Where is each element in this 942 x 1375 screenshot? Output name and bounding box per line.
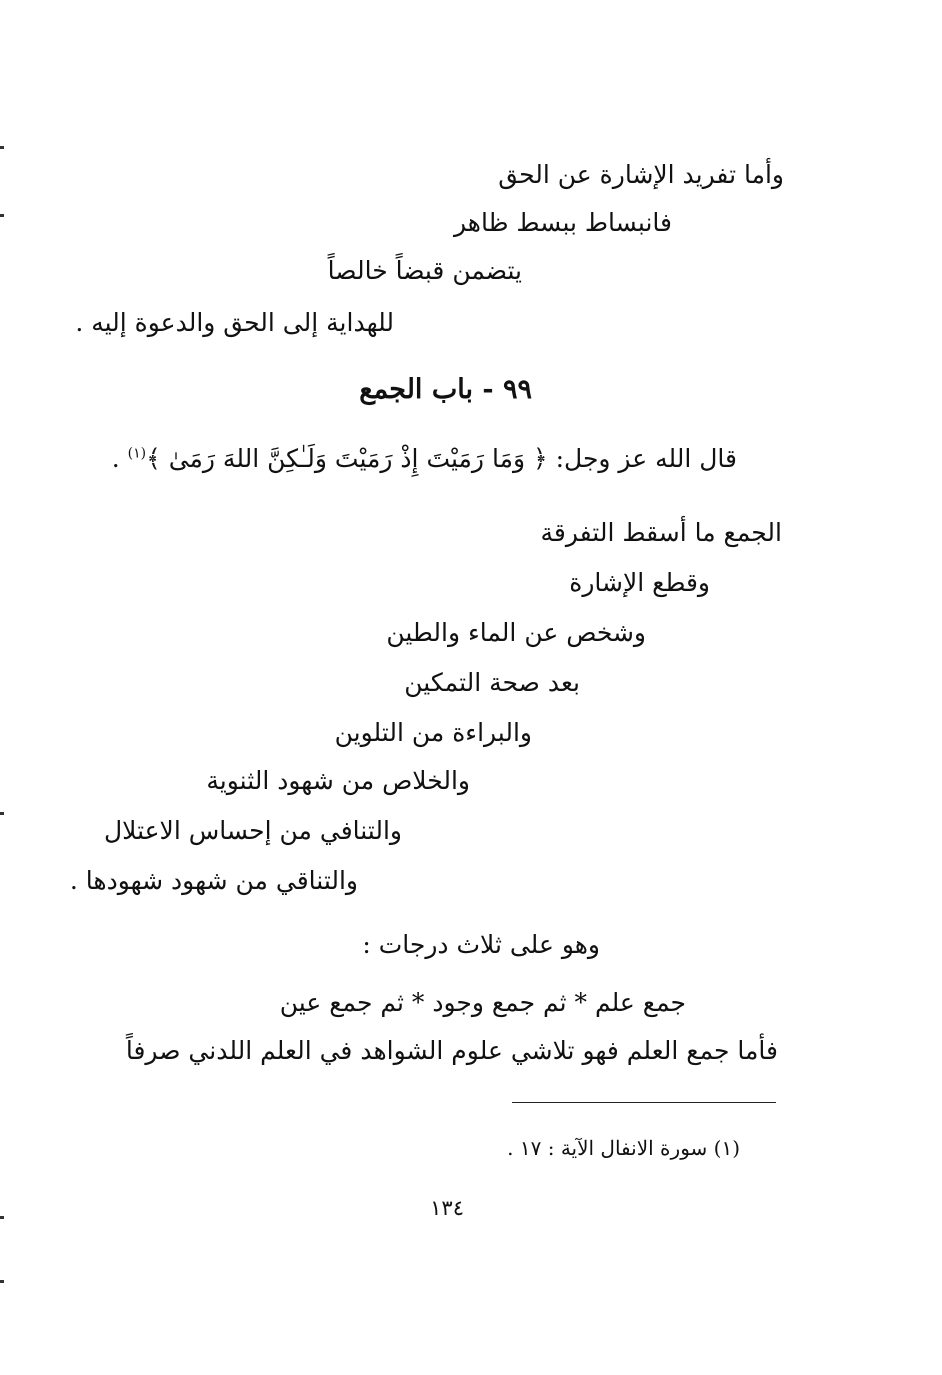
definition-line-3: وشخص عن الماء والطين	[386, 618, 646, 647]
definition-line-1: الجمع ما أسقط التفرقة	[540, 518, 782, 547]
intro-line-2: فانبساط ببسط ظاهر	[453, 208, 672, 237]
definition-line-8: والتناقي من شهود شهودها .	[69, 866, 358, 895]
chapter-heading: ٩٩ - باب الجمع	[359, 374, 532, 405]
intro-line-3: يتضمن قبضاً خالصاً	[327, 256, 522, 285]
definition-line-2: وقطع الإشارة	[569, 568, 710, 597]
scan-edge-mark	[0, 1280, 4, 1283]
verse-end: .	[111, 444, 128, 473]
intro-line-1: وأما تفريد الإشارة عن الحق	[498, 160, 784, 189]
verse-text: ﴿ وَمَا رَمَيْتَ إِذْ رَمَيْتَ وَلَـٰكِنَّ اللهَ رَمَىٰ ﴾	[146, 444, 548, 473]
verse-intro: قال الله عز وجل:	[547, 444, 737, 473]
intro-line-4: للهداية إلى الحق والدعوة إليه .	[75, 308, 394, 337]
footnote-text: (١) سورة الانفال الآية : ١٧ .	[507, 1136, 740, 1160]
degrees-first: فأما جمع العلم فهو تلاشي علوم الشواهد في العلم اللدني صرفاً	[125, 1036, 778, 1065]
definition-line-4: بعد صحة التمكين	[404, 668, 580, 697]
page-number: ١٣٤	[430, 1196, 464, 1220]
definition-line-5: والبراءة من التلوين	[334, 718, 532, 747]
degrees-list: جمع علم * ثم جمع وجود * ثم جمع عين	[279, 988, 686, 1017]
definition-line-7: والتنافي من إحساس الاعتلال	[104, 816, 402, 845]
scan-edge-mark	[0, 812, 4, 815]
degrees-intro: وهو على ثلاث درجات :	[362, 930, 600, 959]
scan-edge-mark	[0, 214, 4, 217]
scan-edge-mark	[0, 146, 4, 149]
footnote-marker: (١)	[127, 445, 147, 462]
scan-edge-mark	[0, 1216, 4, 1219]
definition-line-6: والخلاص من شهود الثنوية	[206, 766, 470, 795]
verse-line	[112, 444, 737, 474]
footnote-separator	[512, 1102, 776, 1103]
